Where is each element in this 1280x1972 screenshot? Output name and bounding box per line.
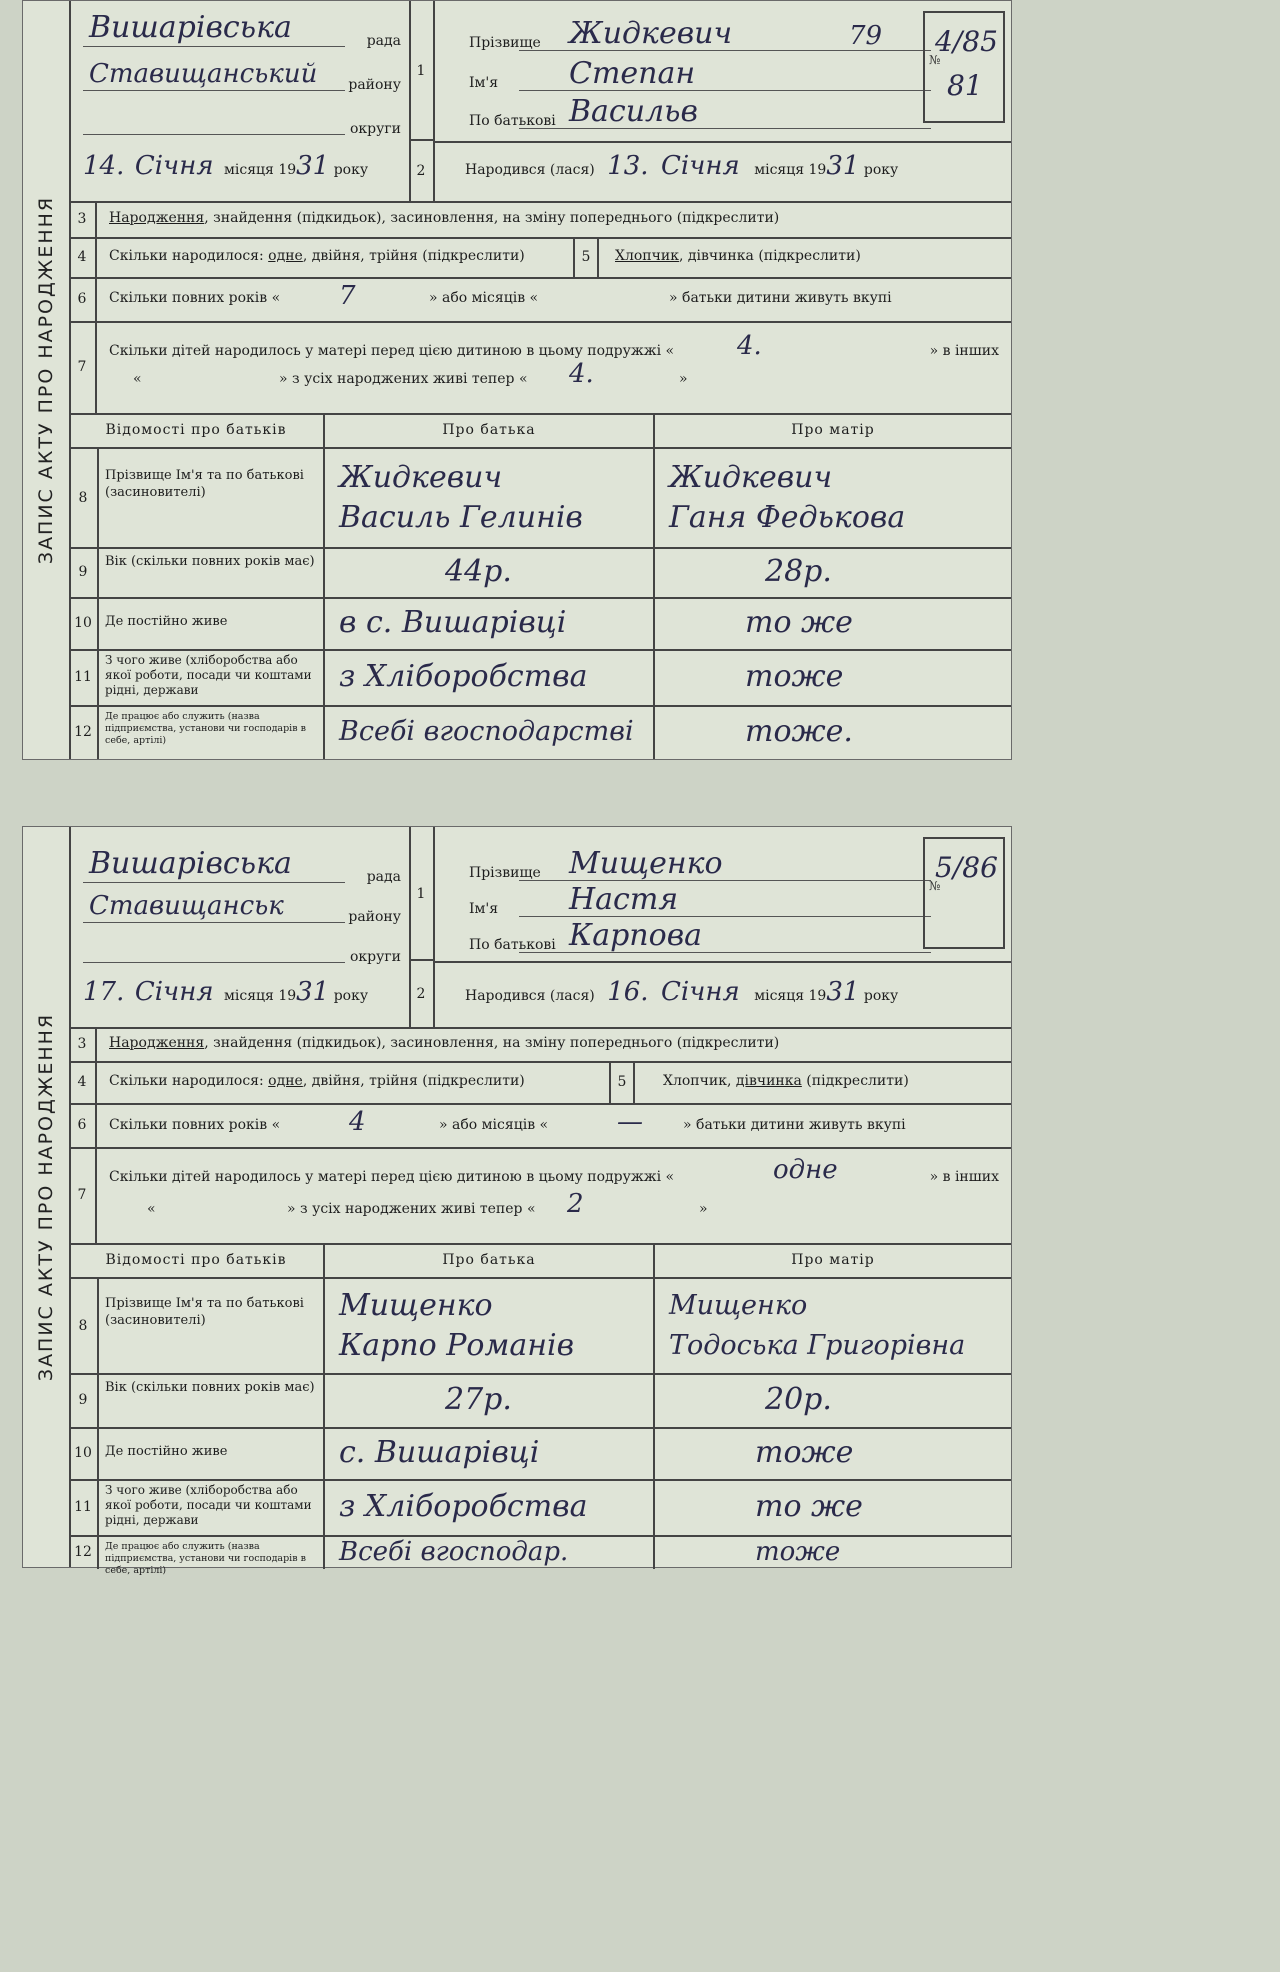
- mother-surname: Жидкевич: [669, 460, 833, 495]
- father-livelihood: з Хліборобства: [339, 659, 588, 694]
- child-name: Степан: [569, 56, 696, 91]
- row-7: 7 Скільки дітей народилось у матері перед цією дитиною в цьому подружжі « 4. » в інших « » з усіх народжених живі тепер « 4. »: [69, 321, 1011, 415]
- rada-value: Вишарівська: [89, 846, 292, 881]
- birth-date: Народився (лася) 16. Січня місяця 1931 року: [465, 977, 899, 1007]
- mother-name: Ганя Федькова: [669, 500, 906, 535]
- father-name: Карпо Романів: [339, 1328, 575, 1363]
- parents-table: Відомості про батьків Про батька Про матір 8 Прізвище Ім'я та по батькові (засиновителі) Мищенко Карпо Романів Мищенко Тодоська Григорівна 9 Вік (скільки повних років має) 27р. 20р. 10 Де постійно живе с. Вишарівці тоже 11 З чого живе (хліборобства або якої роботи, посади чи коштами рідні, держави з Хліборобства то же 12 Де працює або служить (назва підприємства, установи чи господарів в себе, артілі) Всебі вгосподар. тоже: [69, 1243, 1011, 1569]
- mother-livelihood: то же: [755, 1489, 863, 1524]
- row-7: 7 Скільки дітей народилось у матері перед цією дитиною в цьому подружжі « одне » в інших « » з усіх народжених живі тепер « 2 »: [69, 1147, 1011, 1245]
- record-header: Вишарівська рада Ставищанськ району округи 17. Січня місяця 1931 року 1 2 Прізвище Мищенко Ім'я Настя По батькові Карпова Народився (лася) 16. Січня місяця 1931 року № 5/86: [69, 827, 1011, 1029]
- row-6: 6 Скільки повних років « 4 » або місяців « — » батьки дитини живуть вкупі: [69, 1103, 1011, 1149]
- mother-residence: тоже: [755, 1435, 854, 1470]
- row-8: 8 Прізвище Ім'я та по батькові (засиновителі) Жидкевич Василь Гелинів Жидкевич Ганя Федькова: [69, 449, 1011, 549]
- child-patronymic: Васильв: [569, 94, 698, 129]
- father-surname: Жидкевич: [339, 460, 503, 495]
- father-surname: Мищенко: [339, 1288, 493, 1323]
- mother-livelihood: тоже: [745, 659, 844, 694]
- father-age: 44р.: [445, 554, 512, 589]
- registration-number: № 4/85 81: [923, 11, 1005, 123]
- row-12: 12 Де працює або служить (назва підприємства, установи чи господарів в себе, артілі) Всебі вгосподар. тоже: [69, 1535, 1011, 1569]
- raion-value: Ставищанський: [89, 59, 318, 89]
- father-name: Василь Гелинів: [339, 500, 583, 535]
- row-3: 3 Народження, знайдення (підкидьок), засиновлення, на зміну попереднього (підкреслити): [69, 201, 1011, 239]
- registration-date: 14. Січня місяця 1931 року: [83, 151, 369, 181]
- birth-record-1: [22, 0, 1012, 760]
- child-patronymic: Карпова: [569, 918, 703, 953]
- mother-work: тоже.: [745, 714, 853, 749]
- row-4-5: 4 Скільки народилося: одне, двійня, трійня (підкреслити) 5 Хлопчик, дівчинка (підкреслити): [69, 237, 1011, 279]
- record-header: Вишарівська рада Ставищанський району округи 14. Січня місяця 1931 року 1 2 Прізвище Жидкевич 79 Ім'я Степан По батькові Васильв Народився (лася) 13. Січня місяця 1931 року № 4/85 81: [69, 1, 1011, 203]
- row-10: 10 Де постійно живе с. Вишарівці тоже: [69, 1427, 1011, 1481]
- child-name: Настя: [569, 882, 679, 917]
- birth-record-2: [22, 826, 1012, 1576]
- mother-residence: то же: [745, 605, 853, 640]
- row-10: 10 Де постійно живе в с. Вишарівці то же: [69, 597, 1011, 651]
- row-11: 11 З чого живе (хліборобства або якої роботи, посади чи коштами рідні, держави з Хліборобства тоже: [69, 649, 1011, 707]
- registration-date: 17. Січня місяця 1931 року: [83, 977, 369, 1007]
- registration-number: № 5/86: [923, 837, 1005, 949]
- father-age: 27р.: [445, 1382, 512, 1417]
- father-residence: в с. Вишарівці: [339, 605, 567, 640]
- row-4-5: 4 Скільки народилося: одне, двійня, трійня (підкреслити) 5 Хлопчик, дівчинка (підкреслити): [69, 1061, 1011, 1105]
- row-8: 8 Прізвище Ім'я та по батькові (засиновителі) Мищенко Карпо Романів Мищенко Тодоська Григорівна: [69, 1279, 1011, 1375]
- father-residence: с. Вишарівці: [339, 1435, 540, 1470]
- birth-date: Народився (лася) 13. Січня місяця 1931 року: [465, 151, 899, 181]
- rada-value: Вишарівська: [89, 10, 292, 45]
- row-6: 6 Скільки повних років « 7 » або місяців « » батьки дитини живуть вкупі: [69, 277, 1011, 323]
- mother-surname: Мищенко: [669, 1290, 808, 1321]
- mother-work: тоже: [755, 1537, 841, 1567]
- mother-age: 28р.: [765, 554, 832, 589]
- row-9: 9 Вік (скільки повних років має) 44р. 28р.: [69, 547, 1011, 599]
- record-sidebar: ЗАПИС АКТУ ПРО НАРОДЖЕННЯ: [23, 1, 71, 759]
- record-sidebar: ЗАПИС АКТУ ПРО НАРОДЖЕННЯ: [23, 827, 71, 1567]
- child-surname: Жидкевич: [569, 16, 733, 51]
- father-work: Всебі вгосподар.: [339, 1537, 569, 1567]
- raion-value: Ставищанськ: [89, 891, 284, 921]
- row-12: 12 Де працює або служить (назва підприємства, установи чи господарів в себе, артілі) Всебі вгосподарстві тоже.: [69, 705, 1011, 759]
- father-work: Всебі вгосподарстві: [339, 716, 634, 747]
- child-surname: Мищенко: [569, 846, 723, 881]
- mother-name: Тодоська Григорівна: [669, 1330, 966, 1361]
- row-9: 9 Вік (скільки повних років має) 27р. 20р.: [69, 1373, 1011, 1429]
- mother-age: 20р.: [765, 1382, 832, 1417]
- father-livelihood: з Хліборобства: [339, 1489, 588, 1524]
- row-3: 3 Народження, знайдення (підкидьок), засиновлення, на зміну попереднього (підкреслити): [69, 1027, 1011, 1063]
- row-11: 11 З чого живе (хліборобства або якої роботи, посади чи коштами рідні, держави з Хліборобства то же: [69, 1479, 1011, 1537]
- parents-table: Відомості про батьків Про батька Про матір 8 Прізвище Ім'я та по батькові (засиновителі) Жидкевич Василь Гелинів Жидкевич Ганя Федькова 9 Вік (скільки повних років має) 44р. 28р. 10 Де постійно живе в с. Вишарівці то же 11 З чого живе (хліборобства або якої роботи, посади чи коштами рідні, держави з Хліборобства тоже 12 Де працює або служить (назва підприємства, установи чи господарів в себе, артілі) Всебі вгосподарстві тоже.: [69, 413, 1011, 759]
